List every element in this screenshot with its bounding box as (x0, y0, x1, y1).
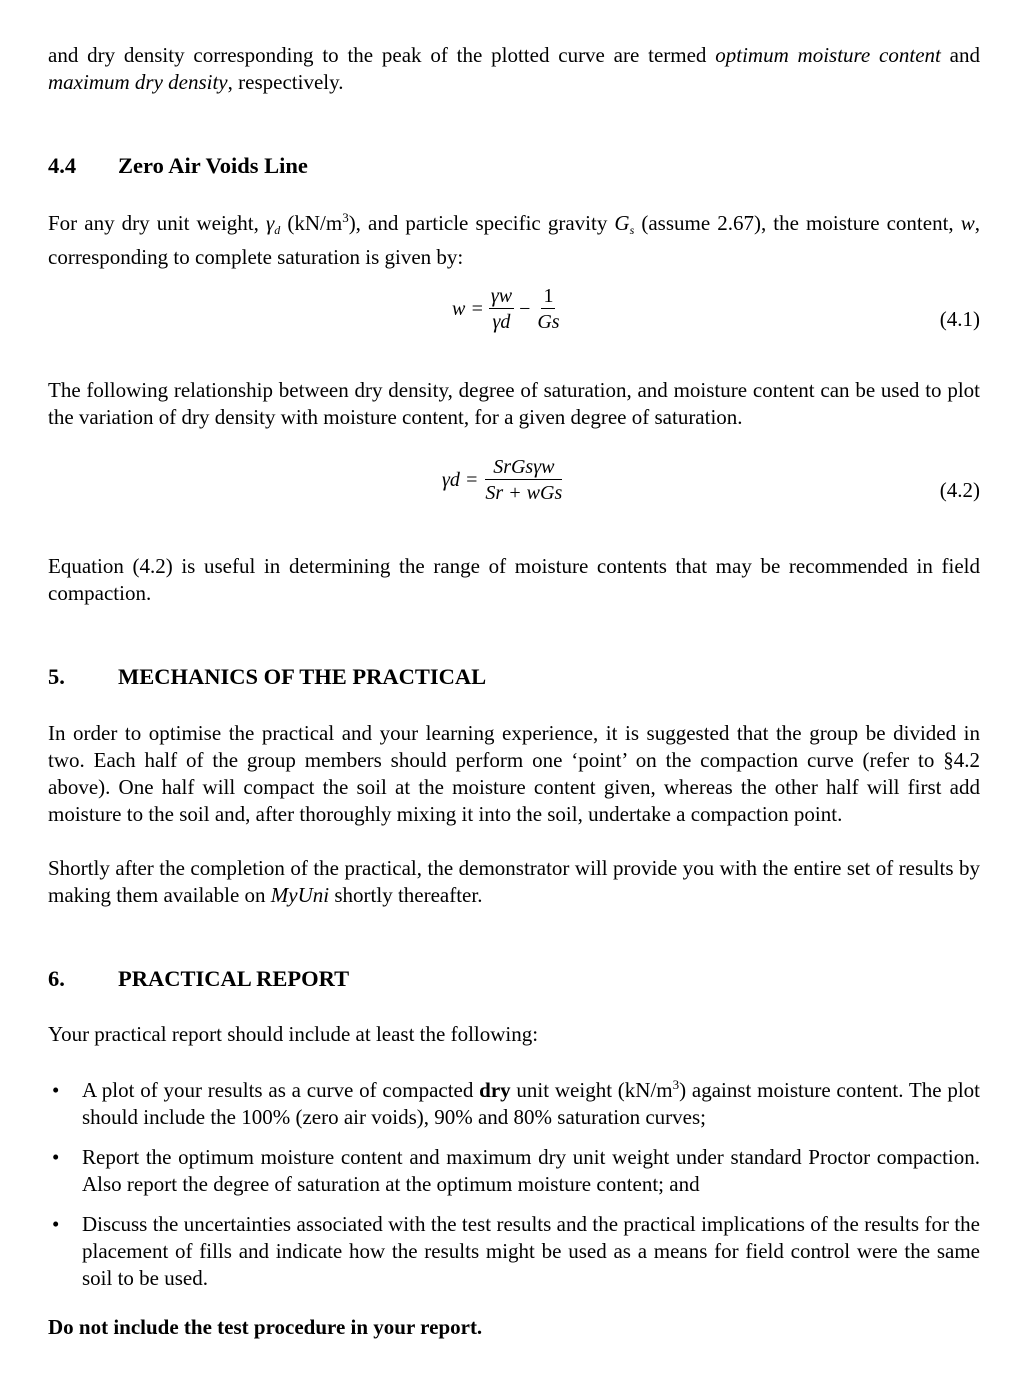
list-item: • Report the optimum moisture content and maximum dry unit weight under standard Proctor compaction. Also report the degree of saturation at the optimum moisture content; and (52, 1145, 980, 1196)
bullet-icon: • (52, 1212, 60, 1236)
section-number: 5. (48, 664, 65, 689)
equation-number: (4.2) (939, 478, 980, 502)
eq1-fraction-2: $\frac{1}{Gs}$ (537, 285, 560, 333)
section-title: PRACTICAL REPORT (118, 966, 350, 991)
sec44-paragraph-3: Equation (4.2) is useful in determining the range of moisture contents that may be recommended in field compaction. (48, 554, 980, 605)
sec44-paragraph-1: For any dry unit weight, $\gamma_d$ $(kN/m^3)$, and particle specific gravity $G_s$ (assume 2.67), the moisture content, w, corresponding to complete saturation is given by: (48, 210, 981, 269)
myuni-term: MyUni (270, 883, 330, 907)
equation-4-2 (48, 455, 980, 535)
list-item: • Discuss the uncertainties associated with the test results and the practical implications of the results for the placement of fills and indicate how the results might be used as a means for field control were the same soil to be used. (52, 1212, 980, 1290)
term-optimum-moisture: optimum moisture content (715, 43, 941, 67)
section-4-4-heading (48, 152, 980, 179)
closing-note: Do not include the test procedure in your report. (48, 1315, 483, 1339)
list-item: • A plot of your results as a curve of compacted dry unit weight $(kN/m^3)$ against moisture content. The plot should include the 100% (zero air voids), 90% and 80% saturation curves; (52, 1077, 980, 1129)
bullet-icon: • (52, 1078, 60, 1102)
section-number: 6. (48, 966, 65, 991)
document-page (48, 42, 980, 1341)
term-max-dry-density: maximum dry density (48, 70, 228, 94)
intro-paragraph: and dry density corresponding to the peak of the plotted curve are termed optimum moisture content and maximum dry density, respectively. (48, 43, 980, 94)
equation-number: (4.1) (939, 307, 980, 331)
sec5-paragraph-1: In order to optimise the practical and your learning experience, it is suggested that the group be divided in two. Each half of the group members should perform one ‘point’ on the compaction curve (refer to §4.2 above). One half will compact the soil at the moisture content given, whereas the other half will first add moisture to the soil and, after thoroughly mixing it into the soil, undertake a compaction point. (48, 721, 980, 826)
section-title: MECHANICS OF THE PRACTICAL (118, 664, 487, 689)
section-title: Zero Air Voids Line (118, 153, 308, 178)
equation-4-1: w = $\frac{\gamma w}{\gamma d}$ − $\frac{1}{Gs}$ (4.1) (452, 285, 980, 333)
bullet-icon: • (52, 1145, 60, 1169)
eq2-lhs: γd = (442, 469, 479, 491)
sec5-paragraph-2: Shortly after the completion of the practical, the demonstrator will provide you with the entire set of results by making them available on MyUni shortly thereafter. (48, 856, 980, 907)
section-5-heading (48, 663, 980, 690)
section-number: 4.4 (48, 153, 77, 178)
report-requirements-list (48, 1077, 980, 1292)
eq2-fraction: $\frac{\text{SrGsγw}}{\text{Sr + wGs}}$ (485, 456, 563, 504)
eq1-fraction-1: $\frac{\gamma w}{\gamma d}$ (490, 285, 513, 333)
eq1-lhs: w = (452, 298, 484, 320)
sec6-intro: Your practical report should include at least the following: (48, 1022, 539, 1046)
sec44-paragraph-2: The following relationship between dry density, degree of saturation, and moisture content can be used to plot the variation of dry density with moisture content, for a given degree of saturation. (48, 378, 980, 429)
section-6-heading (48, 965, 980, 992)
